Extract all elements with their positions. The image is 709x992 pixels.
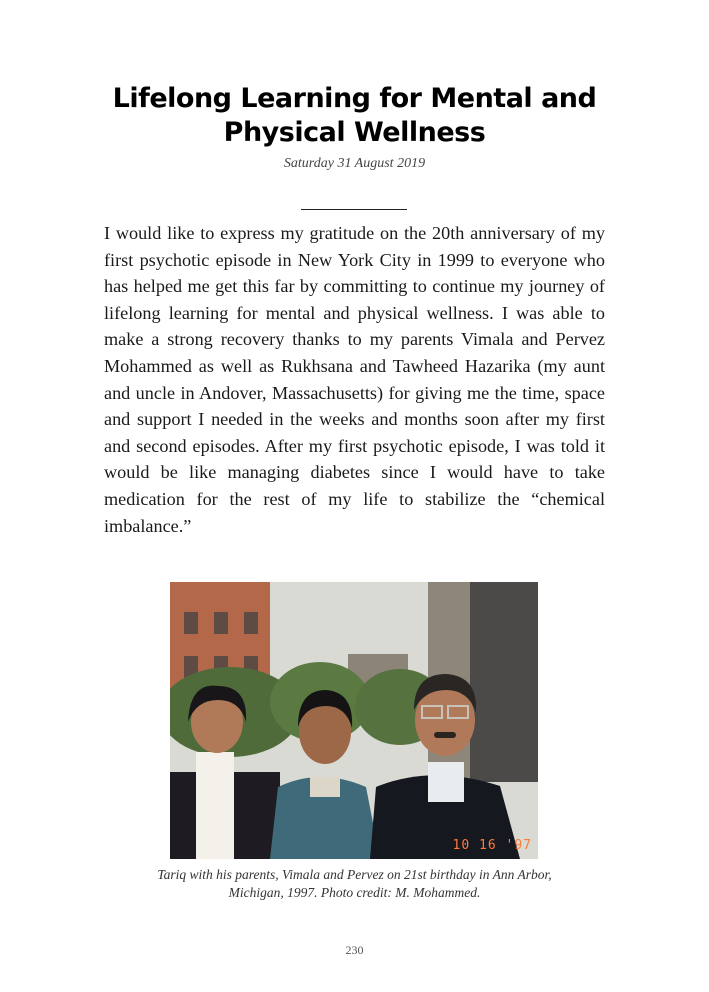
page-number: 230 [345, 943, 364, 957]
body-paragraph: I would like to express my gratitude on the 20th anniversary of my first psychotic episode in New York City in 1999 to everyone who has helped me get this far by committing to continue my journey of lifelong learning for mental and physical wellness. I was able to make a strong recovery thanks to my parents Vimala and Pervez Mohammed as well as Rukhsana and Tawheed Hazarika (my aunt and uncle in Andover, Massachusetts) for giving me the time, space and support I needed in the weeks and months soon after my first and second episodes. After my first psychotic episode, I was told it would be like managing diabetes since I would have to take medication for the rest of my life to stabilize the “chemical imbalance.” [104, 223, 605, 536]
family-photo [170, 582, 538, 859]
photo-date-stamp: 10 16 '97 [452, 838, 532, 853]
section-divider [301, 209, 407, 210]
page-title: Lifelong Learning for Mental and Physical Wellness [112, 83, 597, 148]
article-date: Saturday 31 August 2019 [283, 156, 426, 171]
photo-caption: Tariq with his parents, Vimala and Pervez on 21st birthday in Ann Arbor, Michigan, 1997. Photo credit: M. Mohammed. [157, 867, 552, 900]
family-photo-illustration [170, 582, 538, 859]
